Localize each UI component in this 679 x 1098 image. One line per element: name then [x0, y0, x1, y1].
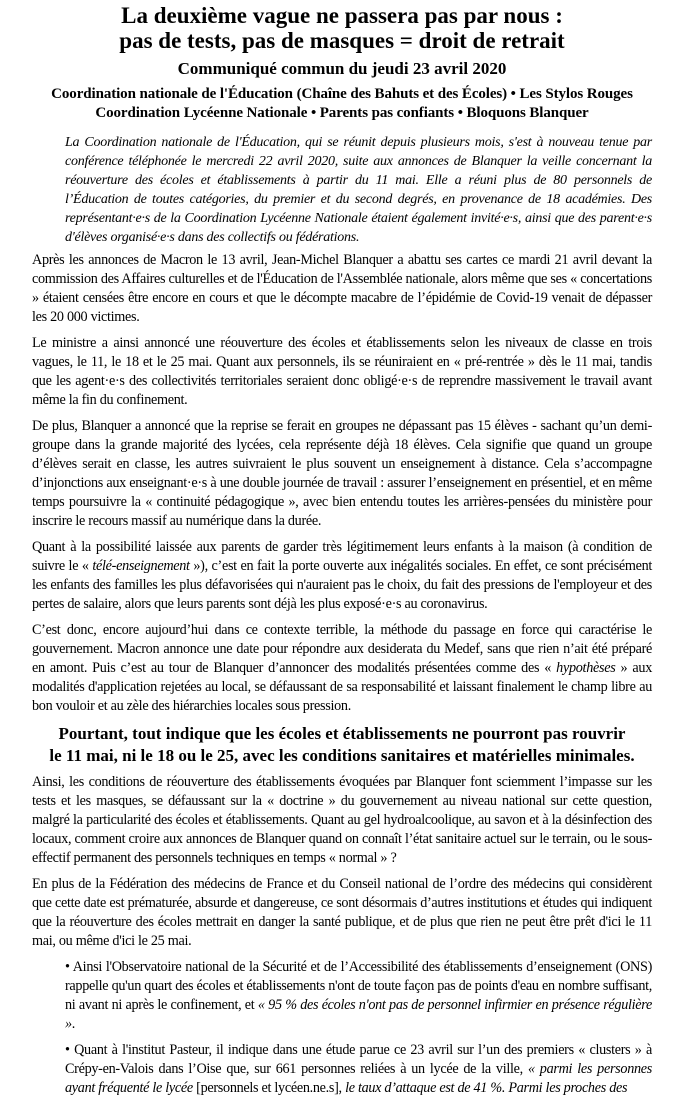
text: . [71, 1016, 76, 1032]
section-heading-line-1: Pourtant, tout indique que les écoles et établissements ne pourront pas rouvrir [58, 724, 626, 743]
text: »), c’est en fait la porte ouverte aux inégalités sociales. En effet, ce sont précisément les enfants des familles les plus défavorisées qui n'auraient pas le choix, du fait des pressions de l'employeur et des pertes de salaire, alors que leurs parents sont déjà les plus exposé·e·s au coronavirus. [32, 558, 653, 612]
organizations-line-2: Coordination Lycéenne Nationale • Parents pas confiants • Bloquons Blanquer [95, 105, 589, 121]
text: C’est donc, encore aujourd’hui dans ce contexte terrible, la méthode du passage en force qui caractérise le gouvernement. Macron annonce une date pour répondre aux desiderata du Medef, sans que rien n’ait été préparé en amont. Puis c’est au tour de Blanquer d’annoncer des modalités présentées comme des « [32, 622, 652, 676]
document-subtitle: Communiqué commun du jeudi 23 avril 2020 [177, 59, 507, 78]
title-line-1: La deuxième vague ne passera pas par nous : [121, 3, 563, 28]
section-heading [32, 723, 652, 767]
text: Quant à la possibilité laissée aux parents de garder très légitimement leurs enfants à la maison (à condition de suivre le « [32, 539, 652, 574]
paragraph: De plus, Blanquer a annoncé que la reprise se ferait en groupes ne dépassant pas 15 élèves - sachant qu’un demi-groupe dans la grande majorité des lycées, cela représente déjà 18 élèves. Cela signifie que quand un groupe d’élèves serait en classe, les autres suivraient le plus souvent un enseignement à distance. Cela s’accompagne d’injonctions aux enseignant·e·s à une double journée de travail : assurer l’enseignement en présentiel, et en même temps poursuivre la « continuité pédagogique », avec bien entendu toutes les arrières-pensées du ministère pour inscrire le recours massif au numérique dans la durée. [32, 418, 652, 529]
paragraph: En plus de la Fédération des médecins de France et du Conseil national de l’ordre des médecins qui considèrent que cette date est prématurée, absurde et dangereuse, ce sont désormais d’autres institutions et études qui indiquent que la réouverture des écoles mettrait en danger la santé publique, et de plus que rien ne peut être prêt d'ici le 11 mai, ou même d'ici le 25 mai. [32, 876, 652, 949]
bullet-item [65, 958, 652, 1034]
intro-paragraph: La Coordination nationale de l'Éducation, qui se réunit depuis plusieurs mois, s'est à nouveau tenue par conférence téléphonée le mercredi 22 avril 2020, suite aux annonces de Blanquer la veille concernant la réouverture des écoles et établissements à partir du 11 mai. Elle a réuni plus de 80 personnels de l’Éducation de toutes catégories, du premier et du second degrés, en provenance de 18 académies. Des représentant·e·s de la Coordination Lycéenne Nationale étaient également invité·e·s, ainsi que des parent·e·s d'élèves organisé·e·s dans des collectifs ou fédérations. [65, 135, 652, 245]
title-line-2: pas de tests, pas de masques = droit de retrait [119, 28, 565, 53]
quote: le taux d’attaque est de 41 %. Parmi les proches des [345, 1080, 628, 1096]
quote: « parmi les personnes ayant fréquenté le lycée [65, 1061, 653, 1096]
paragraph: Le ministre a ainsi annoncé une réouverture des écoles et établissements selon les niveaux de classe en trois vagues, le 11, le 18 et le 25 mai. Quant aux personnels, ils se réuniraient en « pré-rentrée » dès le 11 mai, tandis que les agent·e·s des collectivités territoriales seraient donc obligé·e·s de reprendre massivement le travail avant même la fin du confinement. [32, 335, 652, 408]
paragraph: Ainsi, les conditions de réouverture des établissements évoquées par Blanquer font sciemment l’impasse sur les tests et les masques, se défaussant sur la « doctrine » du gouvernement au niveau national sur cette question, malgré la particularité des écoles et établissements. Quant au gel hydroalcoolique, au savon et à la désinfection des locaux, comment croire aux annonces de Blanquer quand on connaît l’état sanitaire actuel sur le terrain, ou le sous-effectif permanent des personnels techniques en temps « normal » ? [32, 774, 652, 866]
paragraph [32, 538, 652, 614]
paragraph: Après les annonces de Macron le 13 avril, Jean-Michel Blanquer a abattu ses cartes ce mardi 21 avril devant la commission des Affaires culturelles et de l'Éducation de l'Assemblée nationale, alors même que ses « concertations » étaient censées être encore en cours et que le décompte macabre de l’épidémie de Covid-19 venait de dépasser les 20 000 victimes. [32, 252, 652, 325]
text: [personnels et lycéen.ne.s], [192, 1080, 346, 1096]
emphasis: hypothèses [556, 660, 616, 676]
bullet-item [65, 1041, 652, 1098]
text: • Ainsi l'Observatoire national de la Sécurité et de l’Accessibilité des établissements d’enseignement (ONS) rappelle qu'un quart des écoles et établissements n'ont de toute façon pas de points d'eau en nombre suffisant, ni avant ni après le confinement, et [65, 959, 652, 1013]
emphasis: télé-enseignement [92, 558, 190, 574]
paragraph [32, 621, 652, 716]
section-heading-line-2: le 11 mai, ni le 18 ou le 25, avec les conditions sanitaires et matérielles minimales. [49, 746, 635, 765]
quote: « 95 % des écoles n'ont pas de personnel infirmier en présence régulière » [65, 997, 652, 1032]
document-title [32, 0, 652, 53]
organizations-line-1: Coordination nationale de l'Éducation (Chaîne des Bahuts et des Écoles) • Les Stylos Rouges [51, 86, 633, 102]
text: » aux modalités d'application rejetées au local, se défaussant de sa responsabilité et laissant finalement le champ libre au bon vouloir et au zèle des hiérarchies locales sous pression. [32, 660, 652, 714]
organizations [32, 85, 652, 123]
text: • Quant à l'institut Pasteur, il indique dans une étude parue ce 23 avril sur l’un des premiers « clusters » à Crépy-en-Valois dans l’Oise que, sur 661 personnes reliées à un lycée de la ville, [65, 1042, 652, 1077]
